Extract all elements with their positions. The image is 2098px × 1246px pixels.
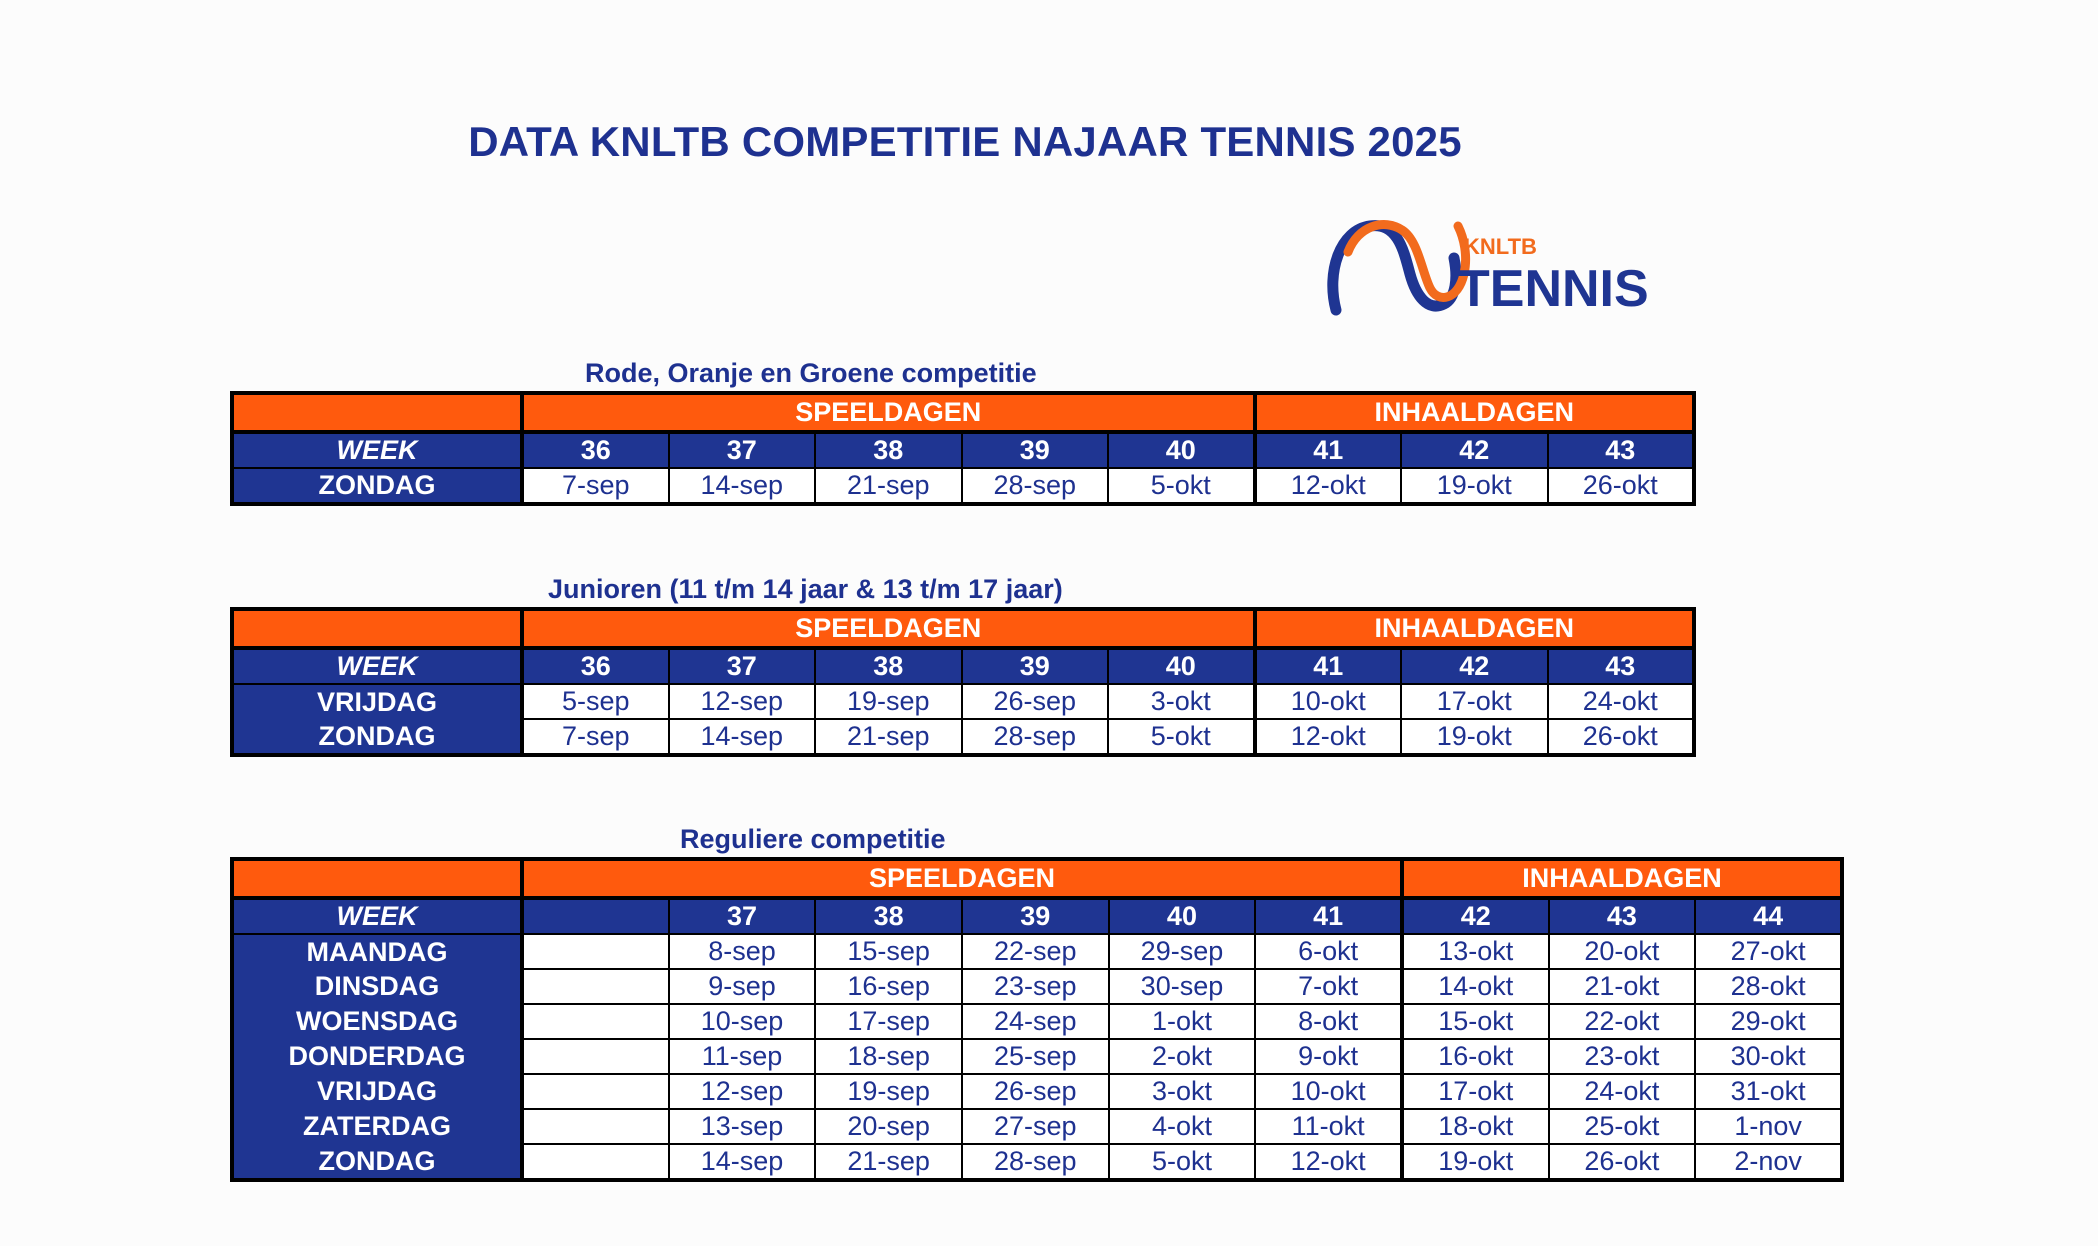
date-cell: 24-sep <box>962 1004 1109 1039</box>
table-row <box>232 934 1842 969</box>
knltb-tennis-logo <box>1318 212 1658 332</box>
date-cell: 12-sep <box>669 1074 816 1109</box>
header-band-row <box>232 393 1694 432</box>
week-number: 36 <box>522 648 669 684</box>
logo-big-text: TENNIS <box>1458 260 1649 318</box>
date-cell: 22-sep <box>962 934 1109 969</box>
header-blank-cell <box>232 393 522 432</box>
week-number: 43 <box>1549 898 1696 934</box>
table-row <box>232 1144 1842 1180</box>
date-cell: 7-sep <box>522 468 669 504</box>
date-cell: 2-nov <box>1695 1144 1842 1180</box>
week-number: 40 <box>1109 898 1256 934</box>
date-cell: 19-okt <box>1401 719 1548 755</box>
table-row <box>232 1074 1842 1109</box>
date-cell: 22-okt <box>1549 1004 1696 1039</box>
date-cell: 23-sep <box>962 969 1109 1004</box>
date-cell: 29-okt <box>1695 1004 1842 1039</box>
week-number: 44 <box>1695 898 1842 934</box>
date-cell: 10-okt <box>1255 684 1402 719</box>
date-cell: 12-okt <box>1255 1144 1402 1180</box>
date-cell: 30-okt <box>1695 1039 1842 1074</box>
week-number: 38 <box>815 648 962 684</box>
week-number: 39 <box>962 898 1109 934</box>
week-number: 39 <box>962 432 1109 468</box>
date-cell <box>522 969 669 1004</box>
date-cell: 27-sep <box>962 1109 1109 1144</box>
date-cell: 17-okt <box>1401 684 1548 719</box>
date-cell: 28-sep <box>962 719 1109 755</box>
table-row <box>232 1004 1842 1039</box>
week-label: WEEK <box>232 432 522 468</box>
date-cell: 2-okt <box>1109 1039 1256 1074</box>
date-cell: 26-sep <box>962 684 1109 719</box>
date-cell: 10-sep <box>669 1004 816 1039</box>
date-cell: 13-sep <box>669 1109 816 1144</box>
section-title-reguliere: Reguliere competitie <box>680 824 946 854</box>
date-cell: 9-sep <box>669 969 816 1004</box>
date-cell: 24-okt <box>1548 684 1695 719</box>
date-cell: 1-okt <box>1109 1004 1256 1039</box>
header-band-row <box>232 609 1694 648</box>
date-cell: 14-sep <box>669 468 816 504</box>
page-title: DATA KNLTB COMPETITIE NAJAAR TENNIS 2025 <box>468 118 1462 165</box>
date-cell: 4-okt <box>1109 1109 1256 1144</box>
date-cell: 17-sep <box>815 1004 962 1039</box>
date-cell: 3-okt <box>1109 1074 1256 1109</box>
week-number: 41 <box>1255 648 1402 684</box>
date-cell: 11-okt <box>1255 1109 1402 1144</box>
week-number: 36 <box>522 432 669 468</box>
date-cell: 9-okt <box>1255 1039 1402 1074</box>
header-blank-cell <box>232 859 522 898</box>
date-cell: 21-sep <box>815 468 962 504</box>
day-label: ZONDAG <box>232 719 522 755</box>
date-cell: 14-sep <box>669 1144 816 1180</box>
date-cell: 19-okt <box>1401 468 1548 504</box>
inhaaldagen-header: INHAALDAGEN <box>1255 609 1695 648</box>
week-number: 42 <box>1402 898 1549 934</box>
date-cell: 26-okt <box>1549 1144 1696 1180</box>
date-cell: 18-okt <box>1402 1109 1549 1144</box>
table-row <box>232 969 1842 1004</box>
date-cell: 10-okt <box>1255 1074 1402 1109</box>
day-label: ZONDAG <box>232 1144 522 1180</box>
date-cell: 14-sep <box>669 719 816 755</box>
week-number: 37 <box>669 648 816 684</box>
week-number: 43 <box>1548 648 1695 684</box>
date-cell: 19-okt <box>1402 1144 1549 1180</box>
date-cell <box>522 1144 669 1180</box>
date-cell: 24-okt <box>1549 1074 1696 1109</box>
date-cell: 21-okt <box>1549 969 1696 1004</box>
week-number: 43 <box>1548 432 1695 468</box>
week-row <box>232 432 1694 468</box>
date-cell: 21-sep <box>815 1144 962 1180</box>
date-cell: 28-sep <box>962 468 1109 504</box>
day-label: DONDERDAG <box>232 1039 522 1074</box>
week-number <box>522 898 669 934</box>
date-cell <box>522 1039 669 1074</box>
speeldagen-header: SPEELDAGEN <box>522 859 1402 898</box>
table-row <box>232 468 1694 504</box>
date-cell <box>522 1074 669 1109</box>
week-number: 38 <box>815 432 962 468</box>
day-label: WOENSDAG <box>232 1004 522 1039</box>
date-cell: 20-okt <box>1549 934 1696 969</box>
date-cell: 12-okt <box>1255 468 1402 504</box>
date-cell: 5-okt <box>1108 719 1255 755</box>
date-cell: 13-okt <box>1402 934 1549 969</box>
day-label: ZATERDAG <box>232 1109 522 1144</box>
table-row <box>232 719 1694 755</box>
date-cell: 7-okt <box>1255 969 1402 1004</box>
date-cell: 8-okt <box>1255 1004 1402 1039</box>
date-cell: 27-okt <box>1695 934 1842 969</box>
table-row <box>232 1109 1842 1144</box>
week-row <box>232 898 1842 934</box>
week-number: 42 <box>1401 648 1548 684</box>
week-row <box>232 648 1694 684</box>
date-cell: 29-sep <box>1109 934 1256 969</box>
day-label: VRIJDAG <box>232 1074 522 1109</box>
date-cell: 14-okt <box>1402 969 1549 1004</box>
header-blank-cell <box>232 609 522 648</box>
day-label: VRIJDAG <box>232 684 522 719</box>
week-number: 41 <box>1255 432 1402 468</box>
date-cell: 7-sep <box>522 719 669 755</box>
week-label: WEEK <box>232 898 522 934</box>
week-label: WEEK <box>232 648 522 684</box>
date-cell: 16-okt <box>1402 1039 1549 1074</box>
day-label: DINSDAG <box>232 969 522 1004</box>
date-cell: 11-sep <box>669 1039 816 1074</box>
date-cell: 26-sep <box>962 1074 1109 1109</box>
section-title-junioren: Junioren (11 t/m 14 jaar & 13 t/m 17 jaar) <box>548 574 1063 604</box>
speeldagen-header: SPEELDAGEN <box>522 609 1255 648</box>
date-cell: 16-sep <box>815 969 962 1004</box>
week-number: 40 <box>1108 432 1255 468</box>
day-label: ZONDAG <box>232 468 522 504</box>
table-row <box>232 684 1694 719</box>
schedule-table-rode-oranje-groene <box>230 391 1696 506</box>
date-cell: 5-okt <box>1109 1144 1256 1180</box>
inhaaldagen-header: INHAALDAGEN <box>1402 859 1842 898</box>
date-cell: 3-okt <box>1108 684 1255 719</box>
day-label: MAANDAG <box>232 934 522 969</box>
date-cell: 15-sep <box>815 934 962 969</box>
date-cell: 31-okt <box>1695 1074 1842 1109</box>
date-cell: 26-okt <box>1548 468 1695 504</box>
date-cell: 25-sep <box>962 1039 1109 1074</box>
date-cell: 21-sep <box>815 719 962 755</box>
date-cell <box>522 1004 669 1039</box>
week-number: 39 <box>962 648 1109 684</box>
date-cell: 28-sep <box>962 1144 1109 1180</box>
date-cell: 18-sep <box>815 1039 962 1074</box>
table-row <box>232 1039 1842 1074</box>
week-number: 40 <box>1108 648 1255 684</box>
date-cell: 25-okt <box>1549 1109 1696 1144</box>
date-cell: 28-okt <box>1695 969 1842 1004</box>
inhaaldagen-header: INHAALDAGEN <box>1255 393 1695 432</box>
date-cell: 8-sep <box>669 934 816 969</box>
date-cell: 5-sep <box>522 684 669 719</box>
date-cell: 19-sep <box>815 684 962 719</box>
date-cell: 1-nov <box>1695 1109 1842 1144</box>
schedule-table-junioren <box>230 607 1696 757</box>
date-cell: 30-sep <box>1109 969 1256 1004</box>
date-cell: 26-okt <box>1548 719 1695 755</box>
section-title-rode-oranje-groene: Rode, Oranje en Groene competitie <box>585 358 1037 388</box>
date-cell <box>522 1109 669 1144</box>
date-cell: 15-okt <box>1402 1004 1549 1039</box>
logo-small-text: KNLTB <box>1464 234 1537 259</box>
date-cell: 12-sep <box>669 684 816 719</box>
date-cell: 6-okt <box>1255 934 1402 969</box>
week-number: 41 <box>1255 898 1402 934</box>
date-cell: 19-sep <box>815 1074 962 1109</box>
week-number: 37 <box>669 898 816 934</box>
header-band-row <box>232 859 1842 898</box>
week-number: 38 <box>815 898 962 934</box>
date-cell: 20-sep <box>815 1109 962 1144</box>
speeldagen-header: SPEELDAGEN <box>522 393 1255 432</box>
date-cell: 23-okt <box>1549 1039 1696 1074</box>
date-cell <box>522 934 669 969</box>
date-cell: 12-okt <box>1255 719 1402 755</box>
week-number: 42 <box>1401 432 1548 468</box>
date-cell: 17-okt <box>1402 1074 1549 1109</box>
week-number: 37 <box>669 432 816 468</box>
schedule-table-reguliere <box>230 857 1844 1182</box>
date-cell: 5-okt <box>1108 468 1255 504</box>
